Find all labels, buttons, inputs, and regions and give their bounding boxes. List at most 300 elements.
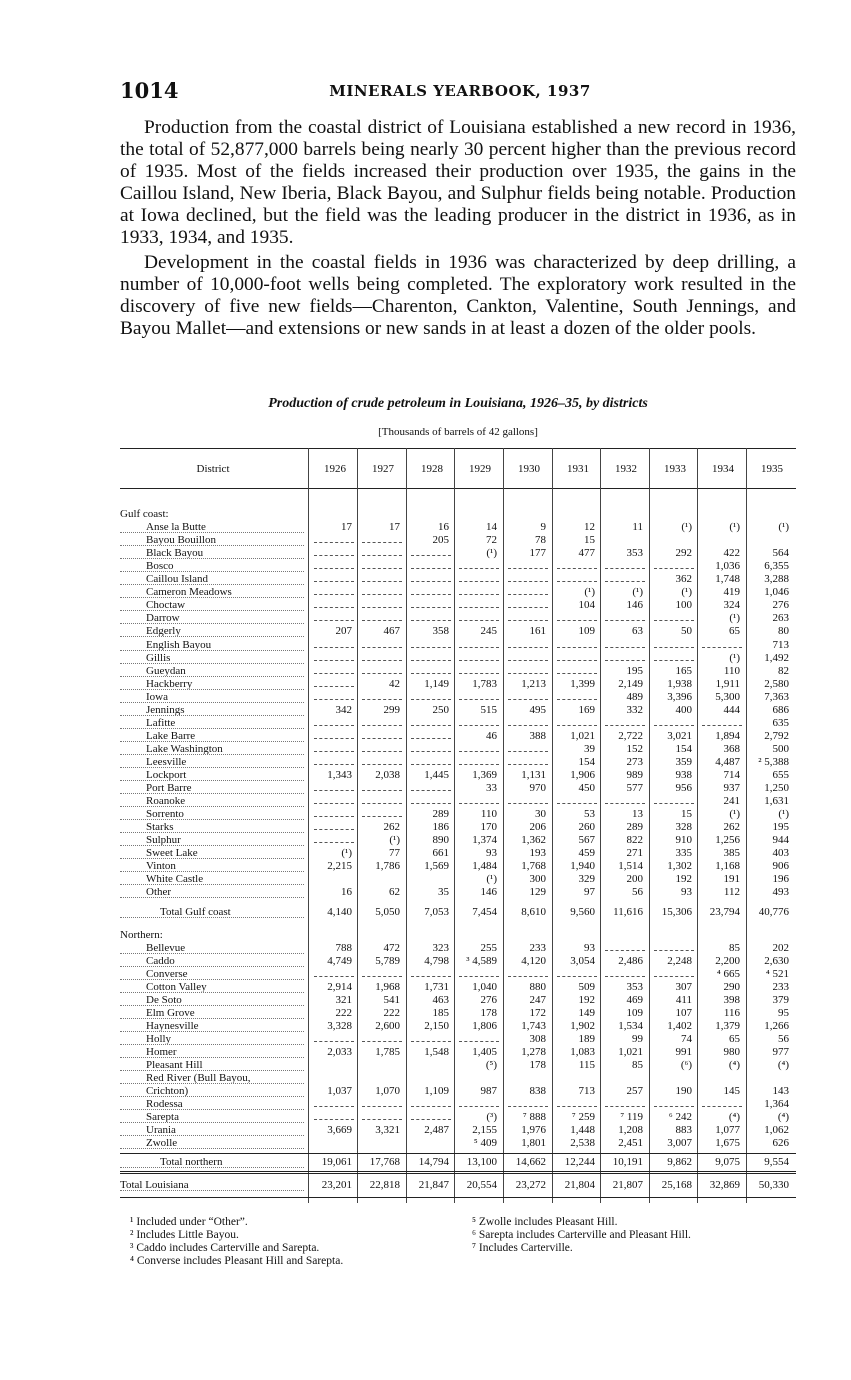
- cell-empty-dash: [459, 743, 499, 752]
- data-cell: 1,037: [327, 1085, 352, 1098]
- cell-empty-dash: [605, 639, 645, 648]
- cell-empty-dash: [314, 795, 354, 804]
- cell-empty-dash: [314, 573, 354, 582]
- data-cell: 23,272: [515, 1179, 546, 1192]
- data-cell: (¹): [729, 808, 740, 821]
- cell-empty-dash: [508, 968, 548, 977]
- data-cell: 40,776: [758, 905, 789, 918]
- footnotes-right: [472, 1216, 691, 1255]
- data-cell: [455, 1072, 497, 1085]
- cell-empty-dash: [314, 717, 354, 726]
- data-cell: 195: [626, 664, 643, 677]
- row-label: Lockport: [120, 769, 304, 781]
- data-cell: 493: [772, 886, 789, 899]
- data-cell: 289: [432, 808, 449, 821]
- cell-empty-dash: [654, 942, 694, 951]
- data-cell: 112: [723, 886, 740, 899]
- data-cell: 1,938: [667, 677, 692, 690]
- cell-empty-dash: [654, 652, 694, 661]
- data-cell: 495: [529, 703, 546, 716]
- data-cell: 276: [480, 993, 497, 1006]
- data-cell: 170: [480, 821, 497, 834]
- table-row: [120, 652, 796, 665]
- table-row: [120, 730, 796, 743]
- data-cell: [698, 1072, 740, 1085]
- row-label: Roanoke: [120, 795, 304, 807]
- row-label: Red River (Bull Bayou,: [120, 1072, 304, 1084]
- data-cell: 1,021: [618, 1046, 643, 1058]
- row-label: Homer: [120, 1046, 304, 1058]
- row-label: Lake Barre: [120, 730, 304, 742]
- cell-empty-dash: [605, 612, 645, 621]
- data-cell: 450: [578, 782, 595, 795]
- cell-empty-dash: [411, 691, 451, 700]
- data-cell: 32,869: [709, 1179, 740, 1192]
- data-cell: 1,569: [424, 860, 449, 873]
- data-cell: 189: [578, 1032, 595, 1045]
- cell-empty-dash: [314, 612, 354, 621]
- table-row: [120, 625, 796, 638]
- data-cell: 714: [723, 769, 740, 781]
- table-row: [120, 1020, 796, 1033]
- production-table: [120, 448, 796, 1203]
- cell-empty-dash: [362, 639, 402, 648]
- data-cell: (³): [486, 1111, 497, 1124]
- data-cell: [310, 1072, 352, 1085]
- cell-empty-dash: [459, 968, 499, 977]
- data-cell: 2,150: [424, 1019, 449, 1032]
- data-cell: 222: [383, 1006, 400, 1019]
- data-cell: 1,801: [521, 1137, 546, 1150]
- data-cell: 109: [578, 625, 595, 638]
- table-row: [120, 560, 796, 573]
- data-cell: 937: [723, 782, 740, 795]
- cell-empty-dash: [459, 691, 499, 700]
- data-cell: 289: [626, 821, 643, 834]
- cell-empty-dash: [557, 560, 597, 569]
- data-cell: (⁴): [777, 1059, 789, 1072]
- data-cell: 686: [772, 703, 789, 716]
- data-cell: 129: [529, 886, 546, 899]
- data-cell: (¹): [729, 651, 740, 664]
- cell-empty-dash: [459, 1098, 499, 1107]
- footnote: ⁶ Sarepta includes Carterville and Pleasant Hill.: [472, 1229, 691, 1241]
- data-cell: 191: [723, 873, 740, 886]
- data-cell: 385: [723, 847, 740, 860]
- cell-empty-dash: [459, 586, 499, 595]
- cell-empty-dash: [362, 743, 402, 752]
- data-cell: 1,302: [667, 860, 692, 873]
- row-label: Lake Washington: [120, 743, 304, 755]
- data-cell: 1,070: [375, 1085, 400, 1098]
- table-row: [120, 599, 796, 612]
- row-label: Choctaw: [120, 599, 304, 611]
- table-row: [120, 808, 796, 821]
- data-cell: 332: [626, 703, 643, 716]
- data-cell: 419: [723, 586, 740, 599]
- data-cell: [358, 873, 400, 886]
- data-cell: 62: [389, 886, 400, 899]
- cell-empty-dash: [362, 547, 402, 556]
- data-cell: 100: [675, 599, 692, 612]
- data-cell: 970: [529, 782, 546, 795]
- data-cell: 1,021: [570, 729, 595, 742]
- data-cell: [601, 1072, 643, 1085]
- data-cell: 880: [529, 980, 546, 993]
- table-row: [120, 834, 796, 847]
- data-cell: 299: [383, 703, 400, 716]
- table-row: [120, 1098, 796, 1111]
- data-cell: 21,847: [418, 1179, 449, 1192]
- data-cell: ⁴ 521: [765, 967, 789, 980]
- row-label: Gillis: [120, 652, 304, 664]
- data-cell: 72: [486, 534, 497, 547]
- data-cell: 15: [681, 808, 692, 821]
- data-cell: 186: [432, 821, 449, 834]
- data-cell: (⁴): [728, 1111, 740, 1124]
- cell-empty-dash: [459, 560, 499, 569]
- data-cell: 206: [529, 821, 546, 834]
- table-row: [120, 521, 796, 534]
- data-cell: 3,054: [570, 954, 595, 967]
- data-cell: 1,448: [570, 1124, 595, 1137]
- data-cell: 4,140: [327, 905, 352, 918]
- data-cell: 154: [578, 755, 595, 768]
- table-row: [120, 955, 796, 968]
- data-cell: 200: [626, 873, 643, 886]
- data-cell: 2,248: [667, 954, 692, 967]
- data-cell: 1,062: [764, 1124, 789, 1137]
- data-cell: 1,343: [327, 769, 352, 781]
- data-cell: (¹): [778, 808, 789, 821]
- data-cell: (¹): [486, 873, 497, 886]
- section-heading: Northern:: [120, 928, 163, 941]
- data-cell: 324: [723, 599, 740, 612]
- table-row: [120, 994, 796, 1007]
- data-cell: 2,792: [764, 729, 789, 742]
- cell-empty-dash: [362, 652, 402, 661]
- data-cell: 1,631: [764, 795, 789, 808]
- data-cell: 292: [675, 547, 692, 560]
- data-cell: 78: [535, 534, 546, 547]
- cell-empty-dash: [362, 795, 402, 804]
- cell-empty-dash: [459, 1033, 499, 1042]
- data-cell: 3,328: [327, 1019, 352, 1032]
- data-cell: 467: [383, 625, 400, 638]
- row-label: De Soto: [120, 994, 304, 1006]
- data-cell: 19,061: [321, 1156, 352, 1169]
- column-header-year: 1933: [664, 463, 686, 475]
- table-title: Production of crude petroleum in Louisiana, 1926–35, by districts: [268, 396, 648, 411]
- data-cell: (¹): [632, 586, 643, 599]
- cell-empty-dash: [362, 534, 402, 543]
- cell-empty-dash: [362, 599, 402, 608]
- data-cell: (¹): [778, 521, 789, 534]
- table-row: [120, 821, 796, 834]
- data-cell: 890: [432, 834, 449, 847]
- cell-empty-dash: [411, 1111, 451, 1120]
- data-cell: [747, 534, 789, 547]
- cell-empty-dash: [411, 665, 451, 674]
- data-cell: 255: [480, 941, 497, 954]
- table-row: [120, 942, 796, 955]
- data-cell: 14: [486, 521, 497, 534]
- data-cell: 196: [772, 873, 789, 886]
- table-row: [120, 968, 796, 981]
- table-row: [120, 1033, 796, 1046]
- data-cell: 400: [675, 703, 692, 716]
- data-cell: [358, 1137, 400, 1150]
- column-header-district: District: [196, 463, 230, 475]
- data-cell: 17: [341, 521, 352, 534]
- data-cell: 178: [480, 1006, 497, 1019]
- cell-empty-dash: [508, 756, 548, 765]
- data-cell: 1,149: [424, 677, 449, 690]
- data-cell: 910: [675, 834, 692, 847]
- data-cell: 11: [632, 521, 643, 534]
- data-cell: 3,288: [764, 573, 789, 586]
- row-label: Jennings: [120, 704, 304, 716]
- cell-empty-dash: [411, 782, 451, 791]
- data-cell: 1,369: [472, 769, 497, 781]
- table-subtitle: [Thousands of barrels of 42 gallons]: [378, 426, 538, 438]
- data-cell: [698, 534, 740, 547]
- row-label: Rodessa: [120, 1098, 304, 1110]
- cell-empty-dash: [508, 599, 548, 608]
- data-cell: 444: [723, 703, 740, 716]
- data-cell: 308: [529, 1032, 546, 1045]
- data-cell: [358, 1059, 400, 1072]
- column-header-year: 1930: [518, 463, 540, 475]
- data-cell: 1,894: [715, 729, 740, 742]
- data-cell: 16: [341, 886, 352, 899]
- data-cell: 1,731: [424, 980, 449, 993]
- data-cell: 5,050: [375, 905, 400, 918]
- data-cell: 178: [529, 1059, 546, 1072]
- data-cell: 12,244: [564, 1156, 595, 1169]
- table-row: [120, 678, 796, 691]
- data-cell: 1,783: [472, 677, 497, 690]
- row-label: Leesville: [120, 756, 304, 768]
- data-cell: 564: [772, 547, 789, 560]
- data-cell: 190: [675, 1085, 692, 1098]
- data-cell: 63: [632, 625, 643, 638]
- row-label: Sulphur: [120, 834, 304, 846]
- row-label: English Bayou: [120, 639, 304, 651]
- data-cell: 1,514: [618, 860, 643, 873]
- row-label: Anse la Butte: [120, 521, 304, 533]
- data-cell: 247: [529, 993, 546, 1006]
- cell-empty-dash: [314, 782, 354, 791]
- data-cell: (¹): [341, 847, 352, 860]
- data-cell: 300: [529, 873, 546, 886]
- cell-empty-dash: [314, 730, 354, 739]
- data-cell: 14,794: [418, 1156, 449, 1169]
- data-cell: 169: [578, 703, 595, 716]
- cell-empty-dash: [605, 795, 645, 804]
- data-cell: 472: [383, 941, 400, 954]
- data-cell: ⁵ 409: [473, 1137, 497, 1150]
- cell-empty-dash: [314, 743, 354, 752]
- data-cell: 2,630: [764, 954, 789, 967]
- data-cell: 7,454: [472, 905, 497, 918]
- data-cell: 329: [578, 873, 595, 886]
- data-cell: 991: [675, 1046, 692, 1058]
- table-row: [120, 691, 796, 704]
- data-cell: 50: [681, 625, 692, 638]
- data-cell: 398: [723, 993, 740, 1006]
- data-cell: 4,798: [424, 954, 449, 967]
- data-cell: 13,100: [466, 1156, 497, 1169]
- data-cell: 2,486: [618, 954, 643, 967]
- data-cell: 11,616: [613, 905, 643, 918]
- data-cell: 1,785: [375, 1046, 400, 1058]
- table-row: [120, 743, 796, 756]
- data-cell: 50,330: [758, 1179, 789, 1192]
- grand-total-row: [120, 1179, 796, 1192]
- data-cell: [553, 1072, 595, 1085]
- data-cell: 1,806: [472, 1019, 497, 1032]
- data-cell: 459: [578, 847, 595, 860]
- column-header-year: 1932: [615, 463, 637, 475]
- data-cell: 93: [584, 941, 595, 954]
- data-cell: 883: [675, 1124, 692, 1137]
- data-cell: 12: [584, 521, 595, 534]
- cell-empty-dash: [362, 573, 402, 582]
- cell-empty-dash: [557, 1098, 597, 1107]
- cell-empty-dash: [362, 560, 402, 569]
- cell-empty-dash: [557, 717, 597, 726]
- data-cell: (¹): [486, 547, 497, 560]
- table-top-border: [120, 448, 796, 449]
- data-cell: 1,492: [764, 651, 789, 664]
- data-cell: 1,374: [472, 834, 497, 847]
- data-cell: 2,155: [472, 1124, 497, 1137]
- table-row: [120, 873, 796, 886]
- data-cell: [650, 534, 692, 547]
- cell-empty-dash: [654, 1098, 694, 1107]
- cell-empty-dash: [459, 612, 499, 621]
- data-cell: 77: [389, 847, 400, 860]
- table-row: [120, 1046, 796, 1059]
- row-label: Converse: [120, 968, 304, 980]
- table-row: [120, 860, 796, 873]
- cell-empty-dash: [362, 586, 402, 595]
- data-cell: [504, 1072, 546, 1085]
- data-cell: 262: [383, 821, 400, 834]
- data-cell: 2,033: [327, 1046, 352, 1058]
- row-label: Edgerly: [120, 625, 304, 637]
- data-cell: 938: [675, 769, 692, 781]
- data-cell: 1,168: [715, 860, 740, 873]
- data-cell: 115: [578, 1059, 595, 1072]
- row-label: Hackberry: [120, 678, 304, 690]
- data-cell: 116: [723, 1006, 740, 1019]
- data-cell: 2,149: [618, 677, 643, 690]
- cell-empty-dash: [314, 652, 354, 661]
- table-row: [120, 981, 796, 994]
- cell-empty-dash: [411, 717, 451, 726]
- row-label: Pleasant Hill: [120, 1059, 304, 1071]
- data-cell: 359: [675, 755, 692, 768]
- data-cell: (¹): [681, 521, 692, 534]
- data-cell: 222: [335, 1006, 352, 1019]
- data-cell: 989: [626, 769, 643, 781]
- cell-empty-dash: [557, 573, 597, 582]
- data-cell: 177: [529, 547, 546, 560]
- cell-empty-dash: [411, 756, 451, 765]
- gulf-total-row: [120, 906, 796, 919]
- row-label: Holly: [120, 1033, 304, 1045]
- row-label: Zwolle: [120, 1137, 304, 1149]
- data-cell: ⁷ 119: [620, 1111, 643, 1124]
- cell-empty-dash: [411, 795, 451, 804]
- data-cell: 33: [486, 782, 497, 795]
- table-row: [120, 782, 796, 795]
- data-cell: 195: [772, 821, 789, 834]
- cell-empty-dash: [557, 639, 597, 648]
- data-cell: [310, 873, 352, 886]
- data-cell: ⁴ 665: [716, 967, 740, 980]
- data-cell: 362: [675, 573, 692, 586]
- data-cell: 353: [626, 980, 643, 993]
- column-header-year: 1928: [421, 463, 443, 475]
- data-cell: 14,662: [515, 1156, 546, 1169]
- cell-empty-dash: [605, 652, 645, 661]
- data-cell: 9,862: [667, 1156, 692, 1169]
- data-cell: ⁷ 888: [522, 1111, 546, 1124]
- data-cell: 17,768: [369, 1156, 400, 1169]
- cell-empty-dash: [654, 968, 694, 977]
- table-row: [120, 586, 796, 599]
- cell-empty-dash: [605, 573, 645, 582]
- data-cell: 822: [626, 834, 643, 847]
- data-cell: 358: [432, 625, 449, 638]
- data-cell: 1,266: [764, 1019, 789, 1032]
- table-row: [120, 665, 796, 678]
- cell-empty-dash: [362, 717, 402, 726]
- data-cell: 15,306: [661, 905, 692, 918]
- data-cell: (⁴): [728, 1059, 740, 1072]
- data-cell: 2,722: [618, 729, 643, 742]
- data-cell: (¹): [729, 521, 740, 534]
- data-cell: 3,396: [667, 690, 692, 703]
- row-label: Caillou Island: [120, 573, 304, 585]
- cell-empty-dash: [508, 743, 548, 752]
- data-cell: 1,968: [375, 980, 400, 993]
- table-row: [120, 1085, 796, 1098]
- data-cell: 56: [632, 886, 643, 899]
- data-cell: 3,021: [667, 729, 692, 742]
- data-cell: 290: [723, 980, 740, 993]
- table-row: [120, 547, 796, 560]
- cell-empty-dash: [605, 1098, 645, 1107]
- data-cell: 42: [389, 677, 400, 690]
- data-cell: 838: [529, 1085, 546, 1098]
- cell-empty-dash: [362, 1033, 402, 1042]
- data-cell: 2,038: [375, 769, 400, 781]
- data-cell: 661: [432, 847, 449, 860]
- data-cell: 192: [675, 873, 692, 886]
- data-cell: 1,902: [570, 1019, 595, 1032]
- data-cell: 328: [675, 821, 692, 834]
- cell-empty-dash: [362, 691, 402, 700]
- data-cell: 80: [778, 625, 789, 638]
- cell-empty-dash: [314, 821, 354, 830]
- data-cell: 85: [632, 1059, 643, 1072]
- row-label: Bayou Bouillon: [120, 534, 304, 546]
- footnote: ² Includes Little Bayou.: [130, 1229, 239, 1241]
